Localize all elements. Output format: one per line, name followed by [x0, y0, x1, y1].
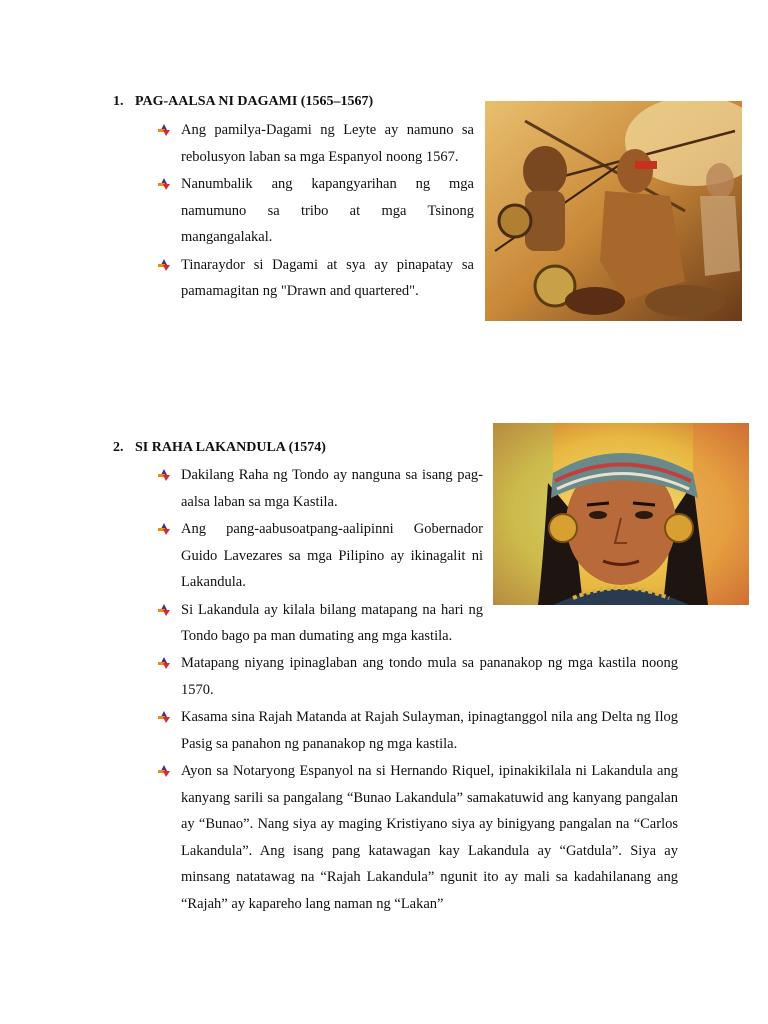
bullet-text: Ayon sa Notaryong Espanyol na si Hernando Riquel, ipinakikilala ni Lakandula ang kanyang sarili sa pangalang “Bunao Lakandula” samakatuwid ang kanyang pangalan ay “Bunao”. Nang siya ay maging Kristiyano siya ay binigyang pangalan na “Carlos Lakandula”. Ang isang pang katawagan kay Lakandula ay “Gatdula”. Siya ay minsang natatawag na “Rajah Lakandula” ngunit ito ay mali sa kadahilanang ang “Rajah” ay kapareho lang naman ng “Lakan”	[181, 763, 678, 912]
bullet-text: Si Lakandula ay kilala bilang matapang na hari ng Tondo bago pa man dumating ang mga kastila.	[181, 601, 483, 644]
lakandula-portrait-image	[493, 423, 749, 605]
bullet-arrow-icon	[158, 469, 170, 481]
bullet-item	[158, 252, 474, 305]
bullet-arrow-icon	[158, 711, 170, 723]
bullet-text: Nanumbalik ang kapangyarihan ng mga namumuno sa tribo at mga Tsinong mangangalakal.	[181, 176, 474, 245]
bullet-item	[158, 650, 678, 703]
bullet-arrow-icon	[158, 259, 170, 271]
bullet-arrow-icon	[158, 657, 170, 669]
section-2-bullet-list-narrow	[158, 462, 483, 651]
bullet-item	[158, 117, 474, 170]
bullet-arrow-icon	[158, 523, 170, 535]
section-2-title: SI RAHA LAKANDULA (1574)	[135, 440, 326, 455]
bullet-item	[158, 597, 483, 650]
bullet-item	[158, 758, 678, 917]
section-2-bullet-list-wide	[158, 650, 678, 918]
bullet-arrow-icon	[158, 124, 170, 136]
section-1-number: 1.	[113, 94, 124, 109]
bullet-text: Ang pang-aabusoatpang-aalipinni Gobernador Guido Lavezares sa mga Pilipino ay ikinagalit ni Lakandula.	[181, 521, 483, 590]
bullet-item	[158, 171, 474, 251]
bullet-item	[158, 516, 483, 596]
battle-painting-image	[485, 101, 742, 321]
section-1-bullet-list	[158, 117, 474, 306]
bullet-text: Kasama sina Rajah Matanda at Rajah Sulayman, ipinagtanggol nila ang Delta ng Ilog Pasig sa panahon ng pananakop ng mga kastila.	[181, 709, 678, 752]
bullet-arrow-icon	[158, 604, 170, 616]
bullet-text: Matapang niyang ipinaglaban ang tondo mula sa pananakop ng mga kastila noong 1570.	[181, 655, 678, 698]
bullet-text: Dakilang Raha ng Tondo ay nanguna sa isang pag-aalsa laban sa mga Kastila.	[181, 467, 483, 510]
bullet-text: Ang pamilya-Dagami ng Leyte ay namuno sa rebolusyon laban sa mga Espanyol noong 1567.	[181, 122, 474, 165]
bullet-arrow-icon	[158, 178, 170, 190]
bullet-arrow-icon	[158, 765, 170, 777]
bullet-item	[158, 462, 483, 515]
section-2-number: 2.	[113, 440, 124, 455]
section-2-heading	[113, 440, 326, 456]
section-1-heading	[113, 94, 373, 110]
section-1-title: PAG-AALSA NI DAGAMI (1565–1567)	[135, 94, 374, 109]
bullet-text: Tinaraydor si Dagami at sya ay pinapatay sa pamamagitan ng "Drawn and quartered".	[181, 256, 474, 299]
bullet-item	[158, 704, 678, 757]
